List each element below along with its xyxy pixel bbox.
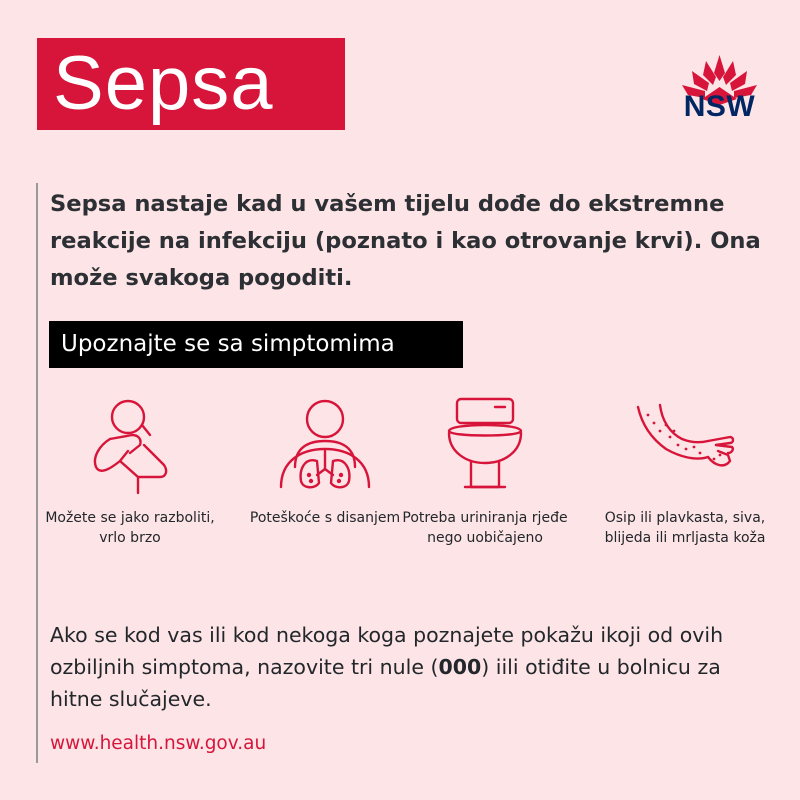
symptom-item bbox=[45, 395, 215, 548]
toilet-icon bbox=[435, 395, 535, 495]
symptom-label: Potreba uriniranja rjeđe nego uobičajeno bbox=[402, 510, 568, 546]
nsw-logo-text: NSW bbox=[683, 90, 756, 123]
page-title: Sepsa bbox=[37, 38, 345, 130]
action-text-before: Ako se kod vas ili kod nekoga koga poznajete pokažu ikoji od ovih ozbiljnih simptoma, nazovite tri nule ( bbox=[50, 623, 724, 679]
symptom-item bbox=[400, 395, 570, 548]
symptom-item bbox=[240, 395, 410, 528]
symptom-item bbox=[600, 395, 770, 548]
symptom-label: Možete se jako razboliti, vrlo brzo bbox=[45, 510, 215, 546]
action-text-after: ) iili otiđite u bolnicu za hitne slučajeve. bbox=[50, 655, 721, 711]
emergency-number: 000 bbox=[438, 655, 482, 679]
symptoms-heading: Upoznajte se sa simptomima bbox=[49, 321, 463, 368]
sick-person-icon bbox=[80, 395, 180, 495]
left-divider bbox=[36, 183, 38, 763]
rash-arm-icon bbox=[630, 395, 740, 495]
symptom-label: Osip ili plavkasta, siva, blijeda ili mrljasta koža bbox=[604, 510, 766, 546]
symptom-label: Poteškoće s disanjem bbox=[249, 510, 401, 526]
website-link[interactable]: www.health.nsw.gov.au bbox=[50, 733, 267, 754]
action-text bbox=[50, 619, 750, 715]
intro-text: Sepsa nastaje kad u vašem tijelu dođe do ekstremne reakcije na infekciju (poznato i kao otrovanje krvi). Ona može svakoga pogoditi. bbox=[50, 191, 761, 291]
lungs-person-icon bbox=[275, 395, 375, 495]
